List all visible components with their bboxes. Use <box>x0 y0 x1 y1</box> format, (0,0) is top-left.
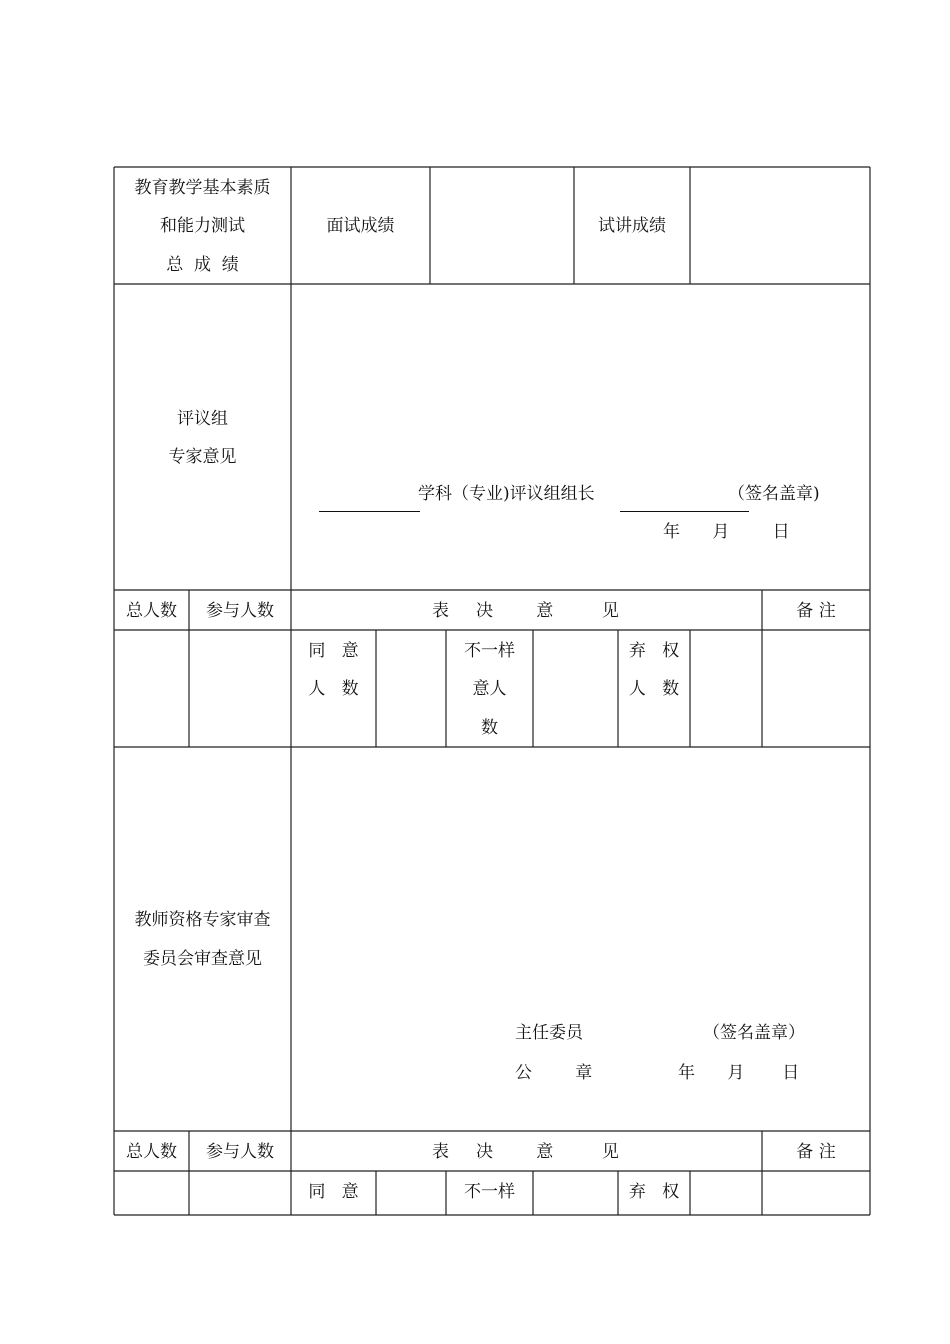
vote2-abstain-value-cell[interactable] <box>690 1172 762 1214</box>
total-score-label-line3: 总 成 绩 <box>166 255 239 275</box>
committee-seal-label: 公 章 <box>515 1063 593 1083</box>
vote1-abstain-label-line2: 人 数 <box>628 679 680 699</box>
total-score-label-line1: 教育教学基本素质 <box>134 178 271 198</box>
vote1-agree-label-line1: 同 意 <box>308 641 359 661</box>
leader-signature-line[interactable] <box>620 511 749 512</box>
vote2-total-header: 总人数 <box>126 1142 177 1162</box>
interview-score-value-cell[interactable] <box>430 170 574 282</box>
vote2-participants-header: 参与人数 <box>206 1142 274 1162</box>
vote1-participants-header: 参与人数 <box>206 601 274 621</box>
vote1-total-header: 总人数 <box>126 601 177 621</box>
vote1-disagree-label-line1: 不一样 <box>464 641 515 661</box>
vote1-total-value-cell[interactable] <box>114 631 189 746</box>
review-group-label-line2: 专家意见 <box>168 447 237 467</box>
vote1-disagree-label-line2: 意人 <box>472 679 507 699</box>
committee-date: 年 月 日 <box>678 1063 800 1083</box>
review-group-label-line1: 评议组 <box>177 409 228 429</box>
vote2-disagree-label: 不一样 <box>464 1182 515 1202</box>
vote2-agree-value-cell[interactable] <box>376 1172 446 1214</box>
vote2-participants-value-cell[interactable] <box>189 1172 291 1214</box>
vote1-agree-value-cell[interactable] <box>376 631 446 746</box>
interview-score-label: 面试成绩 <box>326 216 395 236</box>
lecture-score-label: 试讲成绩 <box>598 216 666 236</box>
vote1-participants-value-cell[interactable] <box>189 631 291 746</box>
vote1-disagree-label-line3: 数 <box>481 718 498 738</box>
vote1-agree-label-line2: 人 数 <box>308 679 359 699</box>
vote2-agree-label: 同 意 <box>308 1182 359 1202</box>
total-score-label-line2: 和能力测试 <box>160 216 245 236</box>
lecture-score-value-cell[interactable] <box>690 170 868 282</box>
review-group-date: 年 月 日 <box>663 522 790 542</box>
vote1-abstain-label-line1: 弃 权 <box>628 641 680 661</box>
vote2-abstain-label: 弃 权 <box>628 1182 680 1202</box>
committee-label-line2: 委员会审查意见 <box>143 949 262 969</box>
committee-chair-label: 主任委员 <box>515 1023 583 1043</box>
vote1-abstain-value-cell[interactable] <box>690 631 762 746</box>
vote2-remark-value-cell[interactable] <box>762 1172 870 1214</box>
committee-sign-note: （签名盖章） <box>703 1023 805 1043</box>
vote2-total-value-cell[interactable] <box>114 1172 189 1214</box>
vote1-remark-value-cell[interactable] <box>762 631 870 746</box>
vote1-disagree-value-cell[interactable] <box>533 631 618 746</box>
vote1-decision-header: 表 决 意 见 <box>432 601 619 621</box>
vote2-disagree-value-cell[interactable] <box>533 1172 618 1214</box>
vote2-remark-header: 备 注 <box>796 1142 836 1162</box>
review-group-leader-label: 学科（专业)评议组组长 <box>418 484 595 504</box>
committee-label-line1: 教师资格专家审查 <box>134 910 271 930</box>
vote2-decision-header: 表 决 意 见 <box>432 1142 619 1162</box>
committee-opinion-area[interactable] <box>294 751 868 1006</box>
vote1-remark-header: 备 注 <box>796 601 836 621</box>
review-group-opinion-area[interactable] <box>294 288 868 468</box>
discipline-blank-line <box>319 511 420 512</box>
review-group-sign-note: （签名盖章) <box>728 484 820 504</box>
